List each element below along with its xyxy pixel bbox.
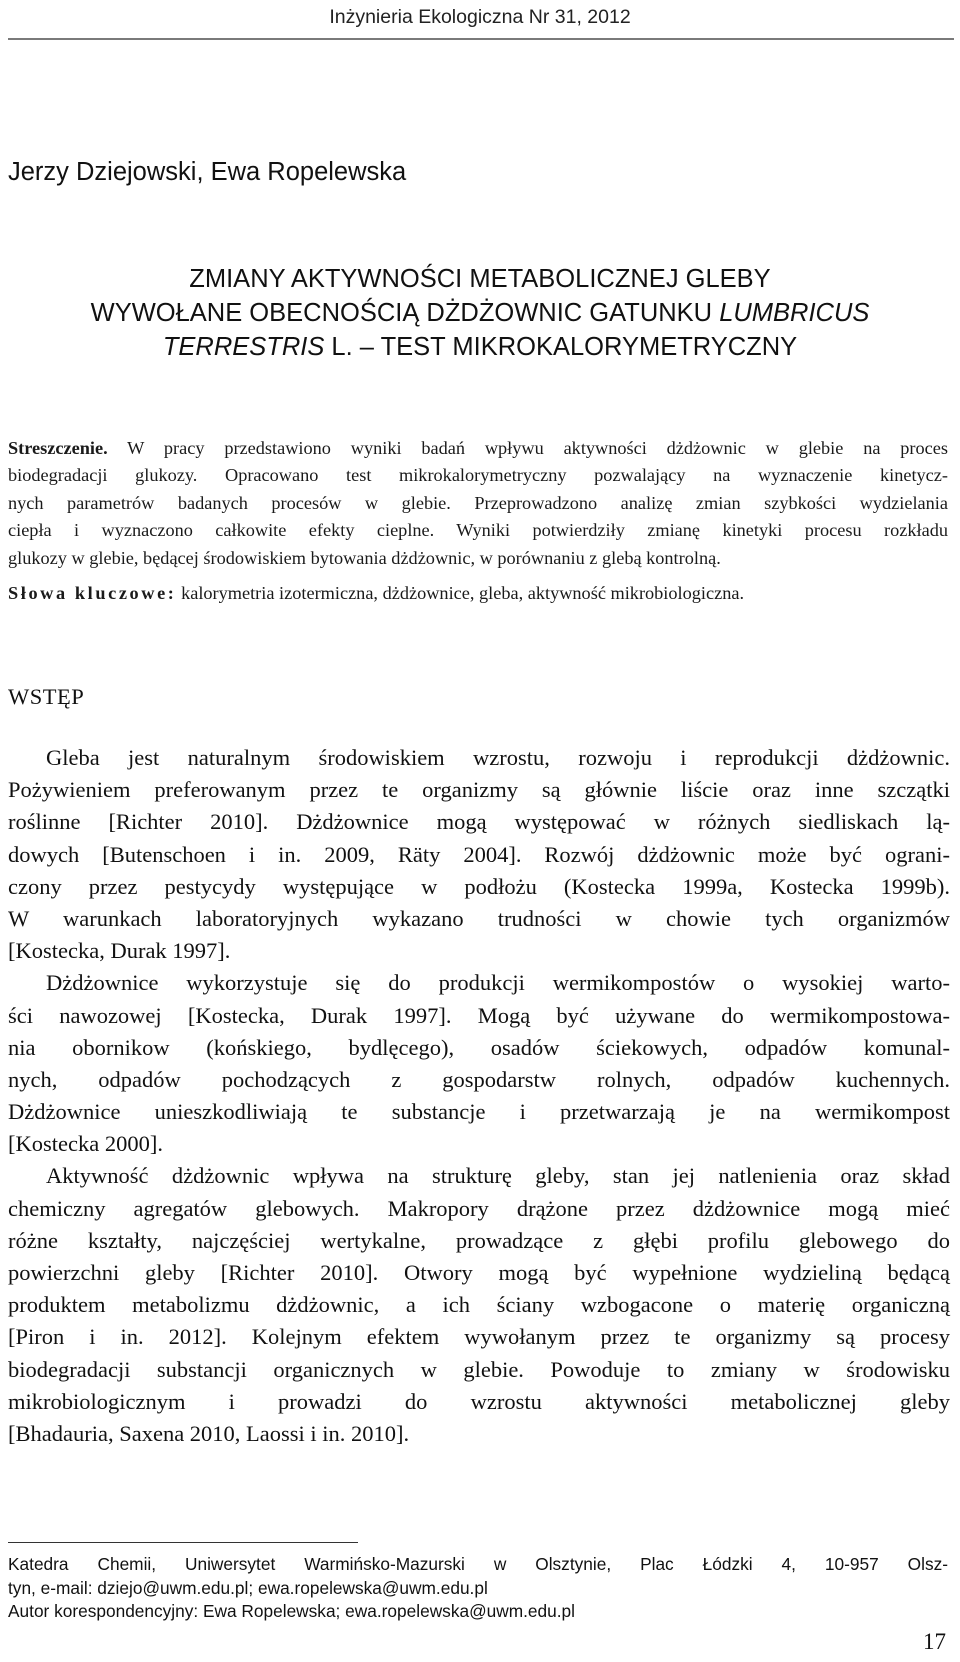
body-line: W warunkach laboratoryjnych wykazano trudności w chowie tych organizmów xyxy=(8,905,950,931)
body-text xyxy=(8,742,950,1450)
footnote-corresponding-author: Autor korespondencyjny: Ewa Ropelewska; ewa.ropelewska@uwm.edu.pl xyxy=(8,1601,575,1621)
footnote-affiliation: Katedra Chemii, Uniwersytet Warmińsko-Mazurski w Olsztynie, Plac Łódzki 4, 10-957 Olsz- xyxy=(8,1554,948,1574)
footnote-email: tyn, e-mail: dziejo@uwm.edu.pl; ewa.ropelewska@uwm.edu.pl xyxy=(8,1577,488,1598)
keywords-text: kalorymetria izotermiczna, dżdżownice, gleba, aktywność mikrobiologiczna. xyxy=(176,583,745,603)
title-species-epithet: TERRESTRIS xyxy=(162,333,325,361)
footnote-rule xyxy=(8,1542,358,1543)
body-line: [Kostecka, Durak 1997]. xyxy=(8,938,231,964)
body-line: chemiczny agregatów glebowych. Makropory drążone przez dżdżownice mogą mieć xyxy=(8,1195,950,1221)
title-line-3-text: L. – TEST MIKROKALORYMETRYCZNY xyxy=(324,333,798,361)
title-line-2-text: WYWOŁANE OBECNOŚCIĄ DŻDŻOWNIC GATUNKU xyxy=(90,299,720,327)
abstract-line: biodegradacji glukozy. Opracowano test mikrokalorymetryczny pozwalający na wyznaczenie kinetycz- xyxy=(8,465,948,486)
body-line: powierzchni gleby [Richter 2010]. Otwory mogą być wypełnione wydzieliną będącą xyxy=(8,1260,950,1285)
body-line: roślinne [Richter 2010]. Dżdżownice mogą występować w różnych siedliskach lą- xyxy=(8,809,950,835)
body-line: Dżdżownice unieszkodliwiają te substancje i przetwarzają je na wermikompost xyxy=(8,1099,950,1125)
body-line: ści nawozowej [Kostecka, Durak 1997]. Mogą być używane do wermikompostowa- xyxy=(8,1002,950,1028)
keywords-label: Słowa kluczowe: xyxy=(8,583,177,603)
abstract-line xyxy=(8,435,948,462)
header-rule xyxy=(8,38,954,40)
body-line: czony przez pestycydy występujące w podłożu (Kostecka 1999a, Kostecka 1999b). xyxy=(8,873,950,899)
title-line-2 xyxy=(0,296,960,330)
body-line: dowych [Butenschoen i in. 2009, Räty 2004]. Rozwój dżdżownic może być ograni- xyxy=(8,841,950,867)
footnote xyxy=(8,1553,948,1624)
title-line-3 xyxy=(0,330,960,364)
journal-header: Inżynieria Ekologiczna Nr 31, 2012 xyxy=(329,6,631,28)
body-line: [Kostecka 2000]. xyxy=(8,1131,163,1157)
body-line: nych, odpadów pochodzących z gospodarstw rolnych, odpadów kuchennych. xyxy=(8,1066,950,1092)
section-heading: WSTĘP xyxy=(8,684,85,709)
body-line: [Bhadauria, Saxena 2010, Laossi i in. 2010]. xyxy=(8,1420,410,1446)
abstract-line-text: W pracy przedstawiono wyniki badań wpływu aktywności dżdżownic w glebie na proces xyxy=(107,438,948,458)
body-line: nia obornikow (końskiego, bydlęcego), osadów ściekowych, odpadów komunal- xyxy=(8,1034,950,1060)
body-line: biodegradacji substancji organicznych w glebie. Powoduje to zmiany w środowisku xyxy=(8,1356,950,1382)
title-species-genus: LUMBRICUS xyxy=(719,299,870,327)
keywords xyxy=(8,580,948,607)
body-line: [Piron i in. 2012]. Kolejnym efektem wywołanym przez te organizmy są procesy xyxy=(8,1324,950,1350)
authors: Jerzy Dziejowski, Ewa Ropelewska xyxy=(8,158,407,186)
abstract-label: Streszczenie. xyxy=(8,438,108,458)
body-line: mikrobiologicznym i prowadzi do wzrostu aktywności metabolicznej gleby xyxy=(8,1388,950,1414)
abstract-line: glukozy w glebie, będącej środowiskiem bytowania dżdżownic, w porównaniu z glebą kontrolną. xyxy=(8,547,721,568)
body-line: Dżdżownice wykorzystuje się do produkcji wermikompostów o wysokiej warto- xyxy=(46,970,950,996)
body-line: Aktywność dżdżownic wpływa na strukturę gleby, stan jej natlenienia oraz skład xyxy=(46,1163,950,1189)
body-line: różne kształty, najczęściej wertykalne, prowadzące z głębi profilu glebowego do xyxy=(8,1227,950,1253)
body-line: Pożywieniem preferowanym przez te organizmy są głównie liście oraz inne szczątki xyxy=(8,777,950,803)
body-line: produktem metabolizmu dżdżownic, a ich ściany wzbogacone o materię organiczną xyxy=(8,1292,950,1318)
title-line-1: ZMIANY AKTYWNOŚCI METABOLICZNEJ GLEBY xyxy=(189,265,771,293)
page-number: 17 xyxy=(923,1629,946,1654)
abstract xyxy=(8,435,948,572)
article-title xyxy=(0,262,960,364)
abstract-line: nych parametrów badanych procesów w glebie. Przeprowadzono analizę zmian szybkości wydzielania xyxy=(8,492,948,513)
abstract-line: ciepła i wyznaczono całkowite efekty cieplne. Wyniki potwierdziły zmianę kinetyki procesu rozkładu xyxy=(8,520,948,541)
body-line: Gleba jest naturalnym środowiskiem wzrostu, rozwoju i reprodukcji dżdżownic. xyxy=(46,745,950,770)
